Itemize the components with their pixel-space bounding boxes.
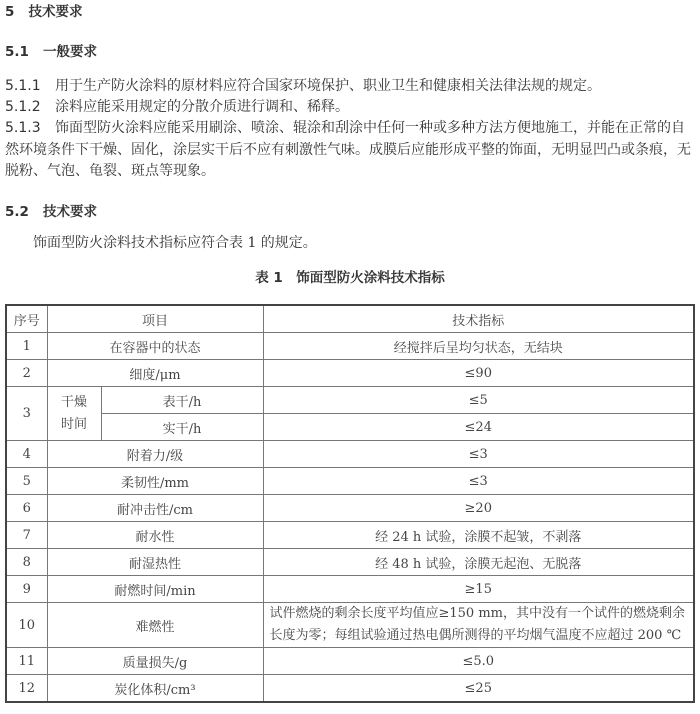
table-cell: 炭化体积/cm³ [47,675,263,703]
table-cell: 耐水性 [47,522,263,549]
table-cell: ≤90 [263,360,694,387]
table-cell: 8 [6,549,47,576]
table-cell: ≤25 [263,675,694,703]
table-cell: ≥20 [263,495,694,522]
clause-number: 5.1.3 [5,120,41,136]
table-cell: 难燃性 [47,603,263,648]
table-cell: 5 [6,468,47,495]
table-cell: 7 [6,522,47,549]
clause-5-1-1 [5,76,601,97]
table-row [6,522,694,549]
table-cell: ≤24 [263,414,694,441]
table-cell: 耐燃时间/min [47,576,263,603]
table-cell: 经 48 h 试验，涂膜无起泡、无脱落 [263,549,694,576]
table-cell: 质量损失/g [47,648,263,675]
section-title: 一般要求 [43,44,98,60]
table-cell: 实干/h [101,414,263,441]
section-title: 技术要求 [43,204,98,220]
section-title: 技术要求 [28,4,83,20]
table-cell: 经 24 h 试验，涂膜不起皱，不剥落 [263,522,694,549]
header-cell: 项目 [47,305,263,333]
table-cell: 细度/μm [47,360,263,387]
spec-table [5,304,695,703]
table-row [6,549,694,576]
table-cell: 1 [6,333,47,360]
table-cell: 经搅拌后呈均匀状态，无结块 [263,333,694,360]
table-cell-group: 干燥时间 [47,387,101,441]
table-cell: 11 [6,648,47,675]
clause-text: 用于生产防火涂料的原材料应符合国家环境保护、职业卫生和健康相关法律法规的规定。 [55,78,601,94]
section-number: 5.2 [5,204,29,220]
section-5-1-heading [5,42,97,63]
table-row [6,387,694,414]
table-row [6,675,694,703]
table-cell: 4 [6,441,47,468]
table-row [6,468,694,495]
table-cell: 试件燃烧的剩余长度平均值应≥150 mm，其中没有一个试件的燃烧剩余长度为零；每组试验通过热电偶所测得的平均烟气温度不应超过 200 ℃ [263,603,694,648]
section-5-2-heading [5,202,97,223]
table-row [6,576,694,603]
table-header-row [6,305,694,333]
table-row [6,441,694,468]
table-cell: 12 [6,675,47,703]
table-cell: 耐冲击性/cm [47,495,263,522]
table-cell: 6 [6,495,47,522]
table-cell: 耐湿热性 [47,549,263,576]
clause-5-1-2 [5,97,349,118]
table-row [6,648,694,675]
clause-text: 涂料应能采用规定的分散介质进行调和、稀释。 [55,99,349,115]
paragraph: 饰面型防火涂料技术指标应符合表 1 的规定。 [33,235,317,251]
table-cell: ≤3 [263,441,694,468]
header-cell: 序号 [6,305,47,333]
table-cell: 2 [6,360,47,387]
table-cell: ≤3 [263,468,694,495]
table-cell: 在容器中的状态 [47,333,263,360]
clause-5-1-3 [5,118,695,183]
header-cell: 技术指标 [263,305,694,333]
table-cell: 9 [6,576,47,603]
clause-number: 5.1.2 [5,99,41,115]
table-row [6,495,694,522]
table-cell: 柔韧性/mm [47,468,263,495]
section-number: 5.1 [5,44,29,60]
table-cell: 10 [6,603,47,648]
table-cell: ≤5 [263,387,694,414]
table-caption: 表 1 饰面型防火涂料技术指标 [255,270,445,286]
table-row [6,414,694,441]
section-number: 5 [5,4,15,20]
table-cell: 附着力/级 [47,441,263,468]
table-row [6,603,694,648]
table-row [6,360,694,387]
table-cell: 表干/h [101,387,263,414]
table-row [6,333,694,360]
clause-number: 5.1.1 [5,78,41,94]
table-cell: ≤5.0 [263,648,694,675]
clause-text: 饰面型防火涂料应能采用刷涂、喷涂、辊涂和刮涂中任何一种或多种方法方便地施工，并能在正常的自然环境条件下干燥、固化，涂层实干后不应有刺激性气味。成膜后应能形成平整的饰面，无明显凹凸或条痕，无脱粉、气泡、龟裂、斑点等现象。 [5,120,691,179]
section-5-heading [5,2,83,23]
table-cell: ≥15 [263,576,694,603]
table-cell: 3 [6,387,47,441]
